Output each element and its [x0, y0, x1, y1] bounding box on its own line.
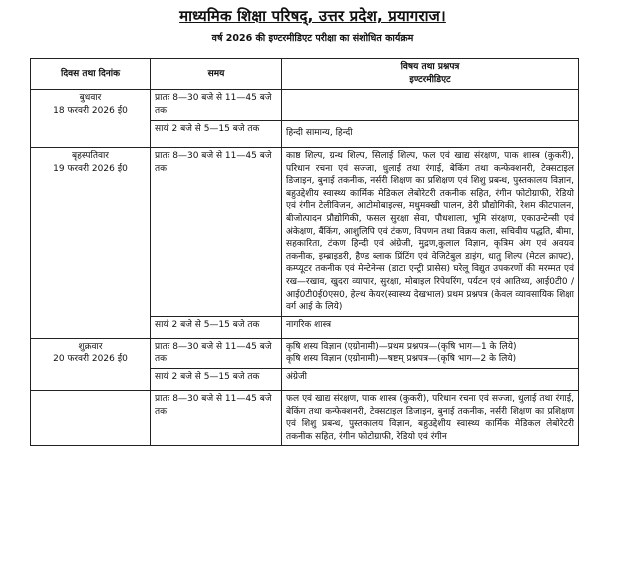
day-name: बृहस्पतिवार — [71, 151, 109, 161]
time-cell: प्रातः 8—30 बजे से 11—45 बजे तक — [151, 148, 282, 317]
table-row — [31, 148, 579, 317]
time-cell: प्रातः 8—30 बजे से 11—45 बजे तक — [151, 390, 282, 445]
day-cell — [31, 148, 151, 339]
day-cell — [31, 338, 151, 390]
day-date: 20 फरवरी 2026 ई0 — [53, 354, 128, 365]
table-row — [31, 338, 579, 368]
day-cell — [31, 90, 151, 148]
time-cell: प्रातः 8—30 बजे से 11—45 बजे तक — [151, 90, 282, 121]
exam-schedule-table — [30, 58, 579, 446]
header-subject — [282, 59, 579, 90]
subject-cell: हिन्दी सामान्य, हिन्दी — [282, 121, 579, 148]
day-date: 19 फरवरी 2026 ई0 — [53, 163, 128, 174]
subject-cell — [282, 90, 579, 121]
day-name: शुक्रवार — [78, 341, 103, 352]
subject-cell: नागरिक शास्त्र — [282, 316, 579, 338]
subject-line: कृषि शस्य विज्ञान (एग्रोनामी)—प्रथम प्रश्नपत्र—(कृषि भाग—1 के लिये) — [286, 341, 517, 352]
page-subtitle: वर्ष 2026 की इण्टरमीडिएट परीक्षा का संशोधित कार्यक्रम — [211, 33, 414, 44]
header-subject-line1: विषय तथा प्रश्नपत्र — [400, 62, 460, 73]
subject-cell: अंग्रेजी — [282, 368, 579, 390]
page-title: माध्यमिक शिक्षा परिषद्, उत्तर प्रदेश, प्रयागराज। — [179, 7, 446, 25]
time-cell: प्रातः 8—30 बजे से 11—45 बजे तक — [151, 338, 282, 368]
table-row — [31, 90, 579, 121]
header-subject-line2: इण्टरमीडिएट — [409, 75, 451, 85]
time-cell: सायं 2 बजे से 5—15 बजे तक — [151, 121, 282, 148]
table-row — [31, 390, 579, 445]
subject-cell: काष्ठ शिल्प, ग्रन्थ शिल्प, सिलाई शिल्प, फल एवं खाद्य संरक्षण, पाक शास्त्र (कुकरी), परिधान रचना एवं सज्जा, धुलाई तथा रंगाई, बेकिंग तथा कन्फेक्शनरी, टेक्सटाइल डिजाइन, बुनाई तकनीक, नर्सरी शिक्षण का प्रशिक्षण एवं शिशु प्रबन्ध, पुस्तकालय विज्ञान, बहुउद्देशीय स्वास्थ्य कार्मिक मेडिकल लेबोरेटरी तकनीक सहित, रंगीन फोटोग्राफी, रेडियो एवं रंगीन टेलीविजन, आटोमोबाइल्स, मधुमक्खी पालन, डेरी प्रौद्योगिकी, रेशम कीटपालन, बीजोत्पादन प्रौद्योगिकी, फसल सुरक्षा सेवा, पौधशाला, भूमि संरक्षण, एकाउन्टेन्सी एवं अंकेक्षण, बैंकिंग, आशुलिपि एवं टंकण, विपणन तथा विक्रय कला, सचिवीय पद्धति, बीमा, सहकारिता, टंकण हिन्दी एवं अंग्रेजी, मुद्रण,कुलाल विज्ञान, कृत्रिम अंग एवं अवयव तकनीक, इम्ब्राइडरी, हैण्ड ब्लाक प्रिंटिंग एवं वेजिटेबुल डाइंग, धातु शिल्प (मेटल क्राफ्ट), कम्प्यूटर तकनीक एवं मेन्टेनेन्स (डाटा एन्ट्री प्रासेस) घरेलू विद्युत उपकरणों की मरम्मत एवं रख—रखाव, खुदरा व्यापार, सुरक्षा, मोबाइल रिपेयरिंग, पर्यटन एवं आतिथ्य, आई0टी0 / आई0टी0ई0एस0, हेल्थ केयर(स्वास्थ्य देखभाल) प्रथम प्रश्नपत्र (केवल व्यावसायिक शिक्षा वर्ग आई के लिये) — [282, 148, 579, 317]
day-date: 18 फरवरी 2026 ई0 — [53, 105, 128, 116]
header-time: समय — [151, 59, 282, 90]
table-header-row — [31, 59, 579, 90]
subject-cell: फल एवं खाद्य संरक्षण, पाक शास्त्र (कुकरी), परिधान रचना एवं सज्जा, धुलाई तथा रंगाई, बेकिंग तथा कन्फेक्शनरी, टेक्सटाइल डिजाइन, बुनाई तकनीक, नर्सरी शिक्षण का प्रशिक्षण एवं शिशु प्रबन्ध, पुस्तकालय विज्ञान, बहुउद्देशीय स्वास्थ्य कार्मिक मेडिकल लेबोरेटरी तकनीक सहित, रंगीन फोटोग्राफी, रेडियो एवं रंगीन — [282, 390, 579, 445]
subject-line: कृषि शस्य विज्ञान (एग्रोनामी)—षष्टम् प्रश्नपत्र—(कृषि भाग—2 के लिये) — [286, 354, 517, 365]
day-name: बुधवार — [79, 93, 102, 103]
time-cell: सायं 2 बजे से 5—15 बजे तक — [151, 368, 282, 390]
header-day: दिवस तथा दिनांक — [31, 59, 151, 90]
day-cell — [31, 390, 151, 445]
subject-cell — [282, 338, 579, 368]
time-cell: सायं 2 बजे से 5—15 बजे तक — [151, 316, 282, 338]
